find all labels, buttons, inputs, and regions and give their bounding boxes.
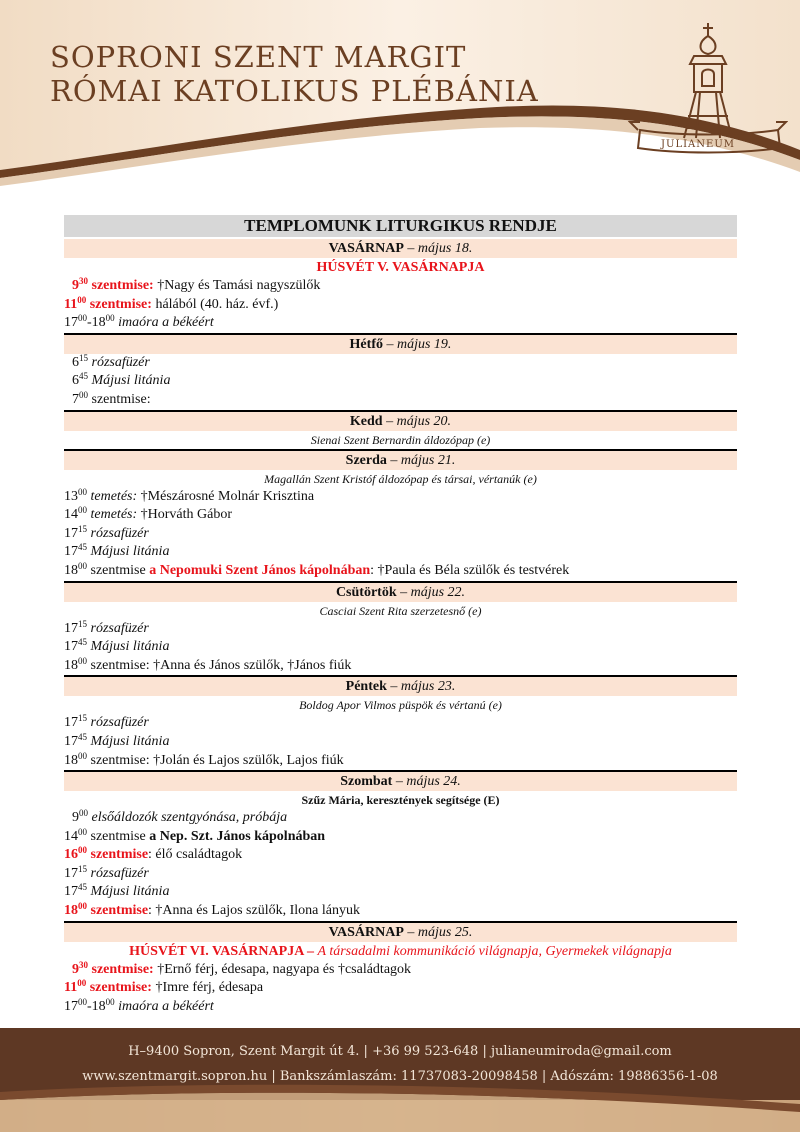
chapel-location: a Nep. Szt. János kápolnában xyxy=(149,828,326,844)
event: rózsafüzér xyxy=(87,620,149,636)
schedule-row xyxy=(64,865,737,884)
mass-label: szentmise: xyxy=(86,980,152,996)
day-header-saturday xyxy=(64,770,737,791)
day-date: – május 24. xyxy=(392,774,461,790)
footer-address-line: H–9400 Sopron, Szent Margit út 4. | +36 99 523-648 | julianeumiroda@gmail.com xyxy=(128,1044,672,1059)
intention: †Horváth Gábor xyxy=(137,507,233,523)
day-date: – május 18. xyxy=(403,241,473,256)
parish-name-line2: RÓMAI KATOLIKUS PLÉBÁNIA xyxy=(50,74,539,108)
day-name: Kedd xyxy=(349,413,383,429)
event: szentmise: xyxy=(88,391,151,407)
event: rózsafüzér xyxy=(87,525,149,541)
saint-of-day: Boldog Apor Vilmos püspök és vértanú (e) xyxy=(299,698,502,713)
day-header-friday xyxy=(64,675,737,696)
feast-title: HÚSVÉT VI. VASÁRNAPJA – A társadalmi kommunikáció világnapja, Gyermekek világnapja xyxy=(129,943,672,959)
feast-title: HÚSVÉT V. VASÁRNAPJA xyxy=(316,260,485,275)
day-date: – május 21. xyxy=(386,452,456,468)
event: szentmise: †Anna és János szülők, †János fiúk xyxy=(87,657,352,673)
time: $17^{15}$ xyxy=(64,523,87,541)
time: $9^{30}$ xyxy=(72,959,88,977)
schedule-row xyxy=(64,277,737,296)
time: $18^{00}$ xyxy=(64,560,87,578)
mass-label: szentmise xyxy=(87,903,149,919)
feast-subtitle: A társadalmi kommunikáció világnapja, Gyermekek világnapja xyxy=(317,943,672,959)
time: $18^{00}$ xyxy=(64,750,87,768)
day-header-sunday-25 xyxy=(64,921,737,942)
event: elsőáldozók szentgyónása, próbája xyxy=(88,810,288,826)
schedule-row xyxy=(64,296,737,315)
event: rózsafüzér xyxy=(87,715,149,731)
time: $9^{30}$ xyxy=(72,276,88,293)
event: Májusi litánia xyxy=(87,639,170,655)
day-date: – május 23. xyxy=(386,679,456,695)
saint-of-day: Casciai Szent Rita szerzetesnő (e) xyxy=(319,603,482,618)
parish-name-line1: SOPRONI SZENT MARGIT xyxy=(50,40,467,74)
event: imaóra a békéért xyxy=(114,315,214,331)
day-date: – május 25. xyxy=(403,924,473,940)
saint-of-day: Magallán Szent Kristóf áldozópap és társai, vértanúk (e) xyxy=(264,471,537,486)
schedule-row xyxy=(64,961,737,980)
day-header-sunday-18 xyxy=(64,239,737,258)
mass-label: szentmise: xyxy=(88,278,154,293)
schedule-row xyxy=(64,979,737,998)
mass-label: szentmise: xyxy=(88,961,154,977)
schedule-row xyxy=(64,657,737,676)
day-name: Szerda xyxy=(345,452,387,468)
time: $18^{00}$ xyxy=(64,901,87,919)
event: imaóra a békéért xyxy=(114,998,214,1014)
schedule-row xyxy=(64,752,737,771)
schedule-row xyxy=(64,543,737,562)
time: $11^{00}$ xyxy=(64,294,87,312)
day-date: – május 22. xyxy=(396,584,466,600)
day-header-tuesday xyxy=(64,410,737,431)
event: Májusi litánia xyxy=(87,884,170,900)
schedule-row xyxy=(64,354,737,373)
day-name: VASÁRNAP xyxy=(328,924,404,940)
time: $17^{15}$ xyxy=(64,713,87,731)
day-header-wednesday xyxy=(64,449,737,470)
time: $14^{00}$ xyxy=(64,826,87,844)
time: $17^{00}-18^{00}$ xyxy=(64,996,115,1014)
day-date: – május 20. xyxy=(382,413,452,429)
time: $13^{00}$ xyxy=(64,486,87,504)
day-header-monday xyxy=(64,333,737,354)
event: Májusi litánia xyxy=(87,544,170,560)
liturgical-schedule xyxy=(64,215,737,1016)
feast-of-day: Szűz Mária, keresztények segítsége (E) xyxy=(301,793,500,808)
time: $17^{15}$ xyxy=(64,618,87,636)
time: $17^{45}$ xyxy=(64,637,87,655)
time: $16^{00}$ xyxy=(64,845,87,863)
time: $6^{45}$ xyxy=(72,371,88,389)
schedule-row xyxy=(64,562,737,581)
time: $17^{45}$ xyxy=(64,882,87,900)
day-name: Szombat xyxy=(340,774,393,790)
schedule-row xyxy=(64,733,737,752)
schedule-row xyxy=(64,620,737,639)
schedule-row xyxy=(64,828,737,847)
schedule-row xyxy=(64,883,737,902)
schedule-row xyxy=(64,809,737,828)
saint-of-day: Sienai Szent Bernardin áldozópap (e) xyxy=(310,432,491,447)
time: $18^{00}$ xyxy=(64,655,87,673)
day-header-thursday xyxy=(64,581,737,602)
chapel-location: a Nepomuki Szent János kápolnában xyxy=(149,562,371,578)
intention: : †Paula és Béla szülők és testvérek xyxy=(370,562,570,578)
day-name: Péntek xyxy=(345,679,387,695)
time: $17^{15}$ xyxy=(64,863,87,881)
intention: †Ernő férj, édesapa, nagyapa és †családtagok xyxy=(153,961,412,977)
schedule-row xyxy=(64,638,737,657)
schedule-row xyxy=(64,846,737,865)
time: $17^{45}$ xyxy=(64,731,87,749)
schedule-row xyxy=(64,372,737,391)
intention: †Mészárosné Molnár Krisztina xyxy=(137,488,315,504)
event-label: temetés: xyxy=(87,507,138,523)
time: $7^{00}$ xyxy=(72,389,88,407)
event-label: temetés: xyxy=(87,488,138,504)
schedule-row xyxy=(64,714,737,733)
event: szentmise: †Jolán és Lajos szülők, Lajos fiúk xyxy=(87,752,344,768)
schedule-row xyxy=(64,998,737,1017)
schedule-title: TEMPLOMUNK LITURGIKUS RENDJE xyxy=(64,215,737,237)
event: Májusi litánia xyxy=(88,373,171,389)
schedule-row xyxy=(64,391,737,410)
intention: †Imre férj, édesapa xyxy=(151,980,264,996)
event: szentmise xyxy=(87,828,150,844)
time: $9^{00}$ xyxy=(72,808,88,826)
intention: †Nagy és Tamási nagyszülők xyxy=(153,278,321,293)
schedule-row xyxy=(64,488,737,507)
mass-label: szentmise: xyxy=(86,296,152,312)
day-name: VASÁRNAP xyxy=(328,241,404,256)
time: $11^{00}$ xyxy=(64,978,87,996)
footer-web-bank-line: www.szentmargit.sopron.hu | Bankszámlaszám: 11737083-20098458 | Adószám: 19886356-1-08 xyxy=(82,1069,718,1084)
time: $17^{45}$ xyxy=(64,542,87,560)
time: $14^{00}$ xyxy=(64,505,87,523)
day-name: Hétfő xyxy=(349,336,383,352)
intention: : †Anna és Lajos szülők, Ilona lányuk xyxy=(148,903,360,919)
event: szentmise xyxy=(87,562,150,578)
time: $17^{00}-18^{00}$ xyxy=(64,313,115,331)
day-name: Csütörtök xyxy=(335,584,397,600)
event: Májusi litánia xyxy=(87,733,170,749)
event: rózsafüzér xyxy=(87,865,149,881)
schedule-row xyxy=(64,506,737,525)
time: $6^{15}$ xyxy=(72,352,88,370)
day-date: – május 19. xyxy=(382,336,452,352)
schedule-row xyxy=(64,314,737,333)
schedule-row xyxy=(64,902,737,921)
intention: hálából (40. ház. évf.) xyxy=(151,296,279,312)
schedule-row xyxy=(64,525,737,544)
mass-label: szentmise xyxy=(87,847,149,863)
intention: : élő családtagok xyxy=(148,847,243,863)
logo-caption: JULIANEUM xyxy=(661,139,735,150)
event: rózsafüzér xyxy=(88,354,150,370)
